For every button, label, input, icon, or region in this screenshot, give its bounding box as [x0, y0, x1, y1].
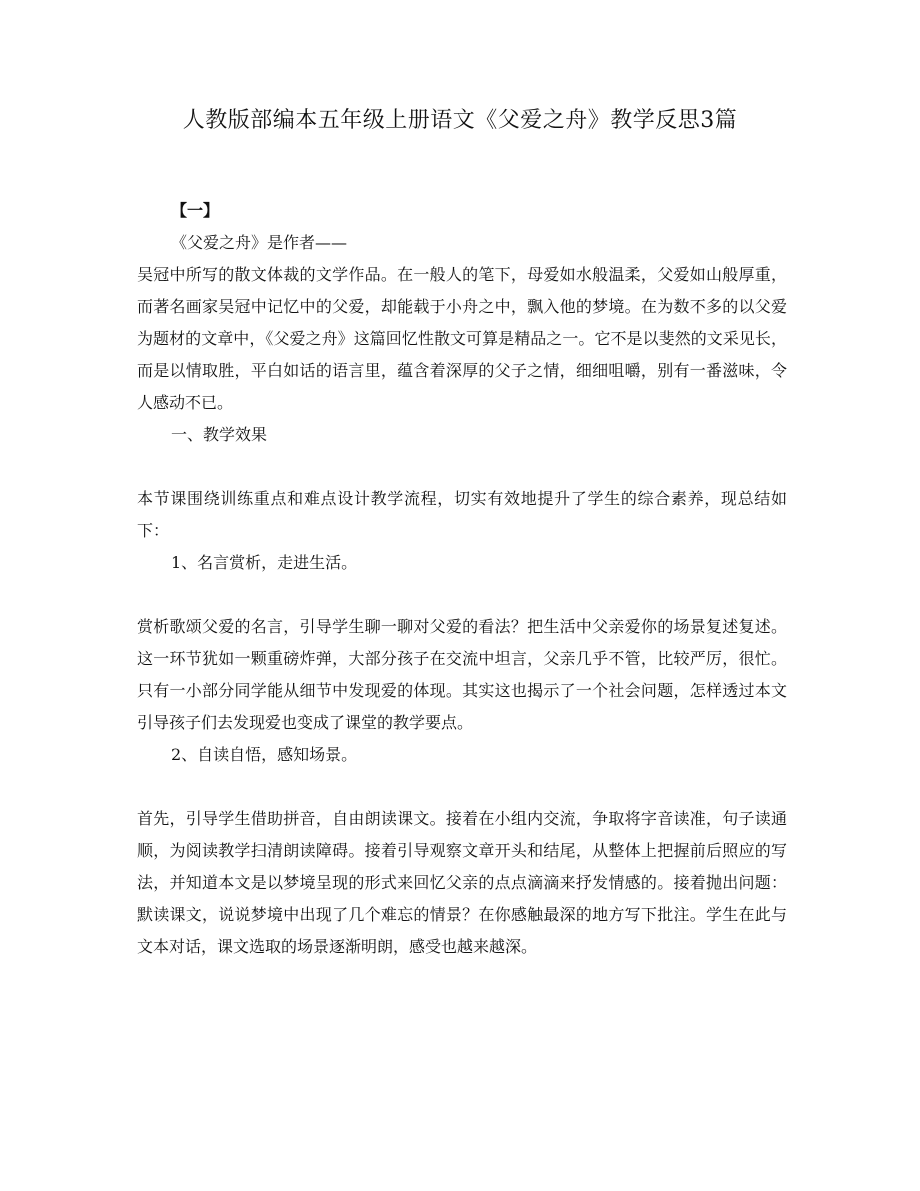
document-title: 人教版部编本五年级上册语文《父爱之舟》教学反思3篇 — [182, 108, 738, 133]
list-item-2: 2、自读自悟，感知场景。 — [171, 745, 358, 764]
paragraph-summary: 本节课围绕训练重点和难点设计教学流程，切实有效地提升了学生的综合素养，现总结如下： — [137, 489, 787, 540]
paragraph-reading: 首先，引导学生借助拼音，自由朗读课文。接着在小组内交流，争取将字音读准，句子读通顺，为阅读教学扫清朗读障碍。接着引导观察文章开头和结尾，从整体上把握前后照应的写法，并知道本文是以梦境呈现的形式来回忆父亲的点点滴滴来抒发情感的。接着抛出问题：默读课文，说说梦境中出现了几个难忘的情景？在你感触最深的地方写下批注。学生在此与文本对话，课文选取的场景逐渐明朗，感受也越来越深。 — [137, 809, 787, 956]
section-label: 【一】 — [171, 201, 220, 220]
spacer — [137, 579, 787, 611]
intro-line: 《父爱之舟》是作者—— — [171, 233, 348, 252]
spacer — [137, 771, 787, 803]
intro-paragraph: 吴冠中所写的散文体裁的文学作品。在一般人的笔下，母爱如水般温柔，父爱如山般厚重，而著名画家吴冠中记忆中的父爱，却能载于小舟之中，飘入他的梦境。在为数不多的以父爱为题材的文章中，《父爱之舟》这篇回忆性散文可算是精品之一。它不是以斐然的文采见长，而是以情取胜，平白如话的语言里，蕴含着深厚的父子之情，细细咀嚼，别有一番滋味，令人感动不已。 — [137, 265, 787, 412]
list-item-1: 1、名言赏析，走进生活。 — [171, 553, 358, 572]
spacer — [137, 451, 787, 483]
paragraph-quotes: 赏析歌颂父爱的名言，引导学生聊一聊对父爱的看法？把生活中父亲爱你的场景复述复述。这一环节犹如一颗重磅炸弹，大部分孩子在交流中坦言，父亲几乎不管，比较严厉，很忙。只有一小部分同学能从细节中发现爱的体现。其实这也揭示了一个社会问题，怎样透过本文引导孩子们去发现爱也变成了课堂的教学要点。 — [137, 617, 787, 732]
heading-teaching-effect: 一、教学效果 — [171, 425, 268, 444]
document-body — [137, 195, 787, 963]
